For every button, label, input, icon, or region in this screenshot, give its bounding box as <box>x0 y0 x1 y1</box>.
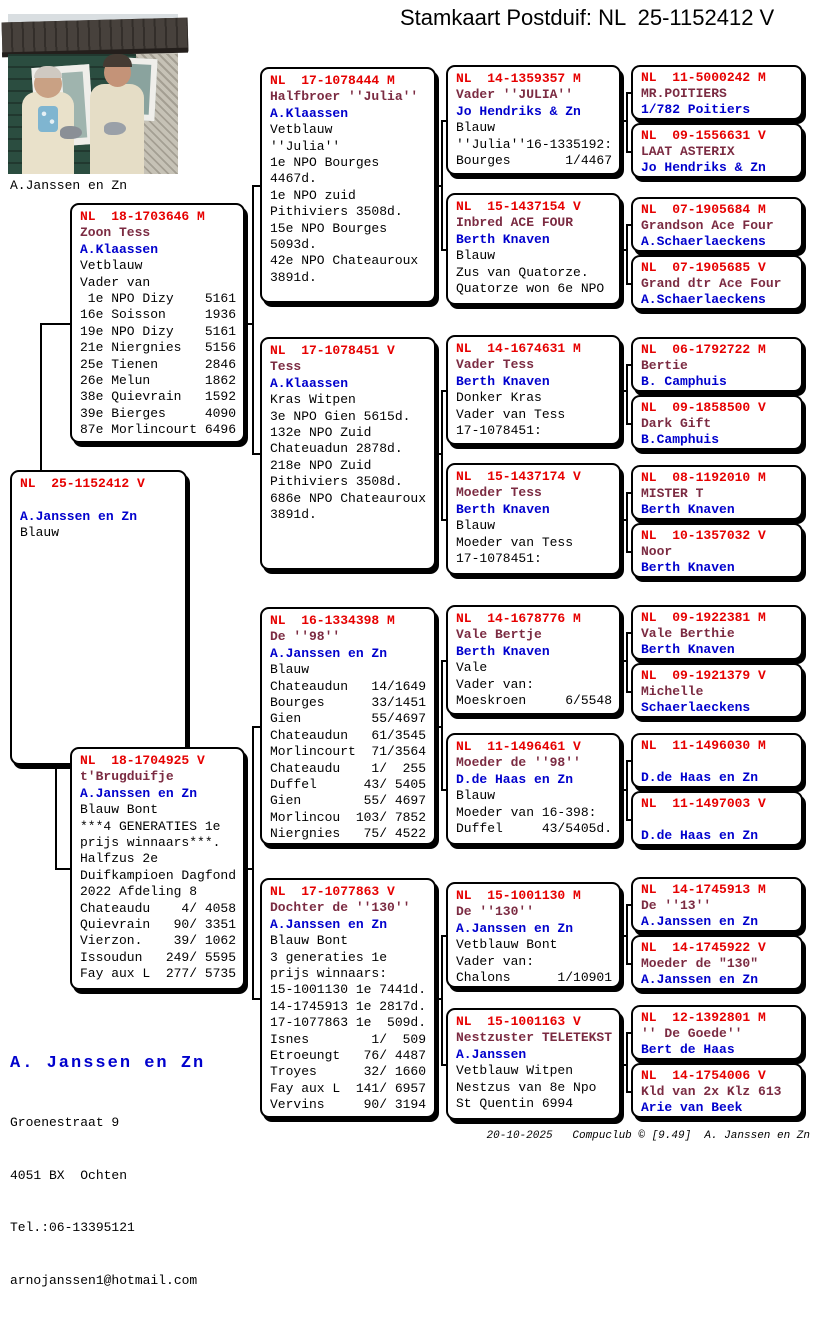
pedigree-line: Berth Knaven <box>456 373 550 389</box>
pedigree-line: Vierzon. 39/ 1062 <box>80 933 237 949</box>
ring-number-band: NL 09-1921379 V <box>641 668 766 683</box>
pedigree-line: 16e Soisson 1936 <box>80 307 237 323</box>
ring-number-band: NL 14-1359357 M <box>456 71 581 86</box>
pedigree-line: Blauw Bont <box>270 933 349 949</box>
pedigree-box-NL-17-1078451-V <box>260 337 436 570</box>
pedigree-line: Chateaudun 14/1649 <box>270 678 427 694</box>
ring-number-band: NL 06-1792722 M <box>641 342 766 357</box>
pedigree-connector-line <box>55 868 70 870</box>
pedigree-line: Donker Kras <box>456 390 542 406</box>
pedigree-line <box>20 492 179 508</box>
ring-number-band: NL 17-1077863 V <box>270 884 395 899</box>
pedigree-box-NL-11-1496030-M <box>631 733 803 788</box>
pedigree-line: Quievrain 90/ 3351 <box>80 917 237 933</box>
pedigree-line: A.Janssen en Zn <box>456 920 574 936</box>
pedigree-line: 26e Melun 1862 <box>80 373 237 389</box>
pedigree-line: Michelle <box>641 684 704 699</box>
pedigree-line: 39e Bierges 4090 <box>80 405 237 421</box>
pedigree-line: Gien 55/4697 <box>270 711 427 727</box>
pedigree-line: St Quentin 6994 <box>456 1096 574 1112</box>
pedigree-line: Blauw <box>20 525 60 541</box>
ring-number-band: NL 14-1674631 M <box>456 341 581 356</box>
pedigree-line: A.Janssen en Zn <box>641 972 759 987</box>
ring-number-band: NL 07-1905684 M <box>641 202 766 217</box>
pedigree-line: Kras Witpen <box>270 392 356 408</box>
ring-number-band: NL 08-1192010 M <box>641 470 766 485</box>
pedigree-connector-line <box>252 726 254 998</box>
pedigree-line: Isnes 1/ 509 <box>270 1031 427 1047</box>
pedigree-line: Chalons 1/10901 <box>456 970 613 986</box>
pedigree-connector-line <box>441 935 443 1064</box>
pedigree-line: LAAT ASTERIX <box>641 144 735 159</box>
pedigree-line: Berth Knaven <box>641 560 735 575</box>
pedigree-line: 15e NPO Bourges <box>270 220 388 236</box>
pedigree-line: Berth Knaven <box>456 643 550 659</box>
pedigree-line: Schaerlaeckens <box>641 700 751 715</box>
pedigree-line: A.Janssen en Zn <box>641 914 759 929</box>
pedigree-box-NL-06-1792722-M <box>631 337 803 392</box>
pedigree-line: Noor <box>641 544 673 559</box>
pedigree-line: Fay aux L 277/ 5735 <box>80 966 237 982</box>
ring-number-band: NL 15-1437154 V <box>456 199 581 214</box>
contact-city: 4051 BX Ochten <box>10 1167 128 1183</box>
pedigree-line: Zoon Tess <box>80 225 151 241</box>
contact-tel: Tel.:06-13395121 <box>10 1220 135 1235</box>
pedigree-line: Vale Bertje <box>456 627 542 643</box>
pedigree-line: Vetblauw Witpen <box>456 1063 574 1079</box>
pedigree-line: Chateaudun 61/3545 <box>270 727 427 743</box>
photo-person-left-shirt <box>38 106 58 132</box>
ring-number-band: NL 17-1078451 V <box>270 343 395 358</box>
pedigree-line: Blauw Bont <box>80 802 159 818</box>
pedigree-box-NL-14-1745922-V <box>631 935 803 990</box>
pedigree-line: D.de Haas en Zn <box>641 770 759 785</box>
pedigree-line: t'Brugduifje <box>80 769 174 785</box>
pedigree-line: Dark Gift <box>641 416 712 431</box>
pedigree-line: ***4 GENERATIES 1e <box>80 818 221 834</box>
pedigree-line: Jo Hendriks & Zn <box>641 160 766 175</box>
pedigree-box-NL-07-1905684-M <box>631 197 803 252</box>
pedigree-line: 3 generaties 1e <box>270 949 388 965</box>
pedigree-line: B.Camphuis <box>641 432 720 447</box>
pedigree-line: Etroeungt 76/ 4487 <box>270 1048 427 1064</box>
pedigree-box-NL-14-1745913-M <box>631 877 803 932</box>
pedigree-line: Pithiviers 3508d. <box>270 474 403 490</box>
pedigree-line: Moeder Tess <box>456 485 542 501</box>
pedigree-line: 87e Morlincourt 6496 <box>80 422 237 438</box>
ring-number-band: NL 15-1001163 V <box>456 1014 581 1029</box>
pedigree-line: ''Julia'' <box>270 138 341 154</box>
pedigree-box-NL-09-1858500-V <box>631 395 803 450</box>
pedigree-line: A.Klaassen <box>270 375 349 391</box>
pedigree-line: Issoudun 249/ 5595 <box>80 949 237 965</box>
ring-number-band: NL 15-1001130 M <box>456 888 581 903</box>
pedigree-line: Niergnies 75/ 4522 <box>270 826 427 842</box>
pedigree-line: 1/782 Poitiers <box>641 102 751 117</box>
pedigree-line: 17-1077863 1e 509d. <box>270 1015 427 1031</box>
ring-number-band: NL 16-1334398 M <box>270 613 395 628</box>
pedigree-connector-line <box>252 453 260 455</box>
pedigree-line: B. Camphuis <box>641 374 727 389</box>
ring-number-band: NL 25-1152412 V <box>20 476 145 491</box>
ring-number-band: NL 07-1905685 V <box>641 260 766 275</box>
pedigree-line: ''Julia''16-1335192: <box>456 136 613 152</box>
pedigree-connector-line <box>626 760 628 819</box>
pedigree-line: Vader ''JULIA'' <box>456 87 574 103</box>
pedigree-line: 2022 Afdeling 8 <box>80 884 198 900</box>
ring-number-band: NL 11-5000242 M <box>641 70 766 85</box>
pedigree-box-NL-14-1754006-V <box>631 1063 803 1118</box>
pedigree-line: De ''13'' <box>641 898 712 913</box>
pedigree-connector-line <box>252 185 254 453</box>
pedigree-line: Vader van: <box>456 676 535 692</box>
pedigree-line <box>641 812 795 828</box>
pedigree-line: A.Janssen en Zn <box>20 508 138 524</box>
pedigree-box-NL-09-1556631-V <box>631 123 803 178</box>
pedigree-line: Vale Berthie <box>641 626 735 641</box>
loft-photo <box>8 14 178 174</box>
pedigree-box-NL-09-1921379-V <box>631 663 803 718</box>
ring-number-band: NL 14-1745913 M <box>641 882 766 897</box>
pedigree-line: Vetblauw <box>80 258 143 274</box>
pigeon-icon <box>104 122 126 135</box>
pedigree-line: 1e NPO Bourges <box>270 155 380 171</box>
pedigree-line: A.Janssen en Zn <box>270 916 388 932</box>
pedigree-line: 1e NPO Dizy 5161 <box>80 291 237 307</box>
pedigree-line: Moeder van 16-398: <box>456 804 597 820</box>
pedigree-line: Grandson Ace Four <box>641 218 774 233</box>
pedigree-line: De ''130'' <box>456 904 535 920</box>
ring-number-band: NL 15-1437174 V <box>456 469 581 484</box>
pedigree-box-NL-08-1192010-M <box>631 465 803 520</box>
pedigree-box-NL-11-1496461-V <box>446 733 621 845</box>
pedigree-line: A.Janssen en Zn <box>80 785 198 801</box>
pedigree-connector-line <box>441 120 443 249</box>
pedigree-line: Moeder van Tess <box>456 534 574 550</box>
pedigree-box-NL-15-1437154-V <box>446 193 621 305</box>
pedigree-box-NL-16-1334398-M <box>260 607 436 845</box>
ring-number-band: NL 09-1556631 V <box>641 128 766 143</box>
pedigree-line: Blauw <box>456 248 496 264</box>
contact-street: Groenestraat 9 <box>10 1115 120 1130</box>
pedigree-line: 17-1078451: <box>456 423 542 439</box>
pedigree-line: Blauw <box>456 788 496 804</box>
pedigree-line: Pithiviers 3508d. <box>270 204 403 220</box>
pedigree-line: Blauw <box>456 518 496 534</box>
pedigree-line: Duffel 43/5405d. <box>456 821 613 837</box>
pedigree-line: Berth Knaven <box>456 501 550 517</box>
pedigree-line: 21e Niergnies 5156 <box>80 340 237 356</box>
pedigree-connector-line <box>40 323 42 470</box>
pedigree-box-NL-14-1359357-M <box>446 65 621 175</box>
ring-number-band: NL 09-1858500 V <box>641 400 766 415</box>
pedigree-line: Vervins 90/ 3194 <box>270 1097 427 1113</box>
pedigree-line: Dochter de ''130'' <box>270 900 411 916</box>
pedigree-line: A.Schaerlaeckens <box>641 292 766 307</box>
pedigree-line: Vale <box>456 660 488 676</box>
pedigree-connector-line <box>252 726 260 728</box>
ring-number-band: NL 17-1078444 M <box>270 73 395 88</box>
pigeon-icon <box>60 126 82 139</box>
pedigree-line: D.de Haas en Zn <box>641 828 759 843</box>
pedigree-box-NL-15-1437174-V <box>446 463 621 575</box>
pedigree-line: 38e Quievrain 1592 <box>80 389 237 405</box>
ring-number-band: NL 14-1754006 V <box>641 1068 766 1083</box>
pedigree-line: 25e Tienen 2846 <box>80 356 237 372</box>
pedigree-line: Quatorze won 6e NPO <box>456 281 605 297</box>
pedigree-box-NL-09-1922381-M <box>631 605 803 660</box>
pedigree-line: 3891d. <box>270 507 317 523</box>
pedigree-line: Berth Knaven <box>456 231 550 247</box>
pedigree-line: A.Janssen <box>456 1046 527 1062</box>
pedigree-line: A.Klaassen <box>270 105 349 121</box>
pedigree-line: 218e NPO Zuid <box>270 457 372 473</box>
pedigree-line: Morlincourt 71/3564 <box>270 744 427 760</box>
pedigree-line: Grand dtr Ace Four <box>641 276 782 291</box>
pedigree-connector-line <box>441 660 443 789</box>
pedigree-line: 5093d. <box>270 237 317 253</box>
pedigree-line: Halfzus 2e <box>80 851 159 867</box>
pedigree-line: 3e NPO Gien 5615d. <box>270 408 411 424</box>
ring-number-band: NL 18-1703646 M <box>80 209 205 224</box>
pedigree-line: Troyes 32/ 1660 <box>270 1064 427 1080</box>
pedigree-line: 19e NPO Dizy 5161 <box>80 323 237 339</box>
pedigree-box-NL-15-1001130-M <box>446 882 621 988</box>
pedigree-line: Vader van: <box>456 953 535 969</box>
pedigree-box-NL-25-1152412-V <box>10 470 187 765</box>
pedigree-line: Vader van <box>80 274 151 290</box>
pedigree-line: Bourges 33/1451 <box>270 695 427 711</box>
pedigree-box-NL-17-1077863-V <box>260 878 436 1118</box>
ring-number-band: NL 09-1922381 M <box>641 610 766 625</box>
pedigree-line: Blauw <box>270 662 310 678</box>
contact-email: arnojanssen1@hotmail.com <box>10 1272 198 1288</box>
pedigree-connector-line <box>252 998 260 1000</box>
pedigree-line: Bourges 1/4467 <box>456 153 613 169</box>
pedigree-line: Moeskroen 6/5548 <box>456 693 613 709</box>
pedigree-line: A.Schaerlaeckens <box>641 234 766 249</box>
pedigree-connector-line <box>55 765 57 868</box>
pedigree-line: Vader van Tess <box>456 406 566 422</box>
contact-block <box>10 1018 205 1325</box>
pedigree-connector-line <box>626 492 628 551</box>
pedigree-box-NL-07-1905685-V <box>631 255 803 310</box>
ring-number-band: NL 11-1496461 V <box>456 739 581 754</box>
ring-number-band: NL 14-1745922 V <box>641 940 766 955</box>
ring-number-band: NL 18-1704925 V <box>80 753 205 768</box>
pedigree-line: Arie van Beek <box>641 1100 743 1115</box>
pedigree-connector-line <box>626 224 628 283</box>
pedigree-line: Kld van 2x Klz 613 <box>641 1084 782 1099</box>
pedigree-line: Moeder de ''98'' <box>456 755 581 771</box>
pedigree-line: De ''98'' <box>270 629 341 645</box>
pedigree-line: Duifkampioen Dagfond <box>80 867 237 883</box>
pedigree-line: A.Klaassen <box>80 241 159 257</box>
pedigree-connector-line <box>626 904 628 963</box>
pedigree-line: Zus van Quatorze. <box>456 264 589 280</box>
pedigree-line: Berth Knaven <box>641 642 735 657</box>
pedigree-connector-line <box>626 92 628 151</box>
pedigree-line: prijs winnaars***. <box>80 835 221 851</box>
pedigree-connector-line <box>626 632 628 691</box>
pedigree-line: Blauw <box>456 120 496 136</box>
pedigree-connector-line <box>626 1032 628 1091</box>
pedigree-box-NL-14-1678776-M <box>446 605 621 715</box>
pedigree-line: Halfbroer ''Julia'' <box>270 89 419 105</box>
pedigree-box-NL-11-1497003-V <box>631 791 803 846</box>
pedigree-connector-line <box>245 868 252 870</box>
pedigree-line: Bertie <box>641 358 688 373</box>
pedigree-box-NL-11-5000242-M <box>631 65 803 120</box>
pedigree-line: Tess <box>270 359 302 375</box>
pedigree-box-NL-18-1703646-M <box>70 203 245 443</box>
pedigree-box-NL-15-1001163-V <box>446 1008 621 1120</box>
pedigree-line: Bert de Haas <box>641 1042 735 1057</box>
pedigree-connector-line <box>441 390 443 519</box>
page-title: Stamkaart Postduif: NL 25-1152412 V <box>400 5 775 30</box>
pedigree-line: 3891d. <box>270 269 317 285</box>
pedigree-line: prijs winnaars: <box>270 966 388 982</box>
pedigree-line: Nestzuster TELETEKST <box>456 1030 613 1046</box>
pedigree-line: Vetblauw <box>270 122 333 138</box>
pedigree-line: Duffel 43/ 5405 <box>270 777 427 793</box>
pedigree-box-NL-17-1078444-M <box>260 67 436 303</box>
photo-person-right-hair <box>103 54 132 67</box>
pedigree-line: D.de Haas en Zn <box>456 771 574 787</box>
pedigree-box-NL-10-1357032-V <box>631 523 803 578</box>
ring-number-band: NL 14-1678776 M <box>456 611 581 626</box>
pedigree-line: 15-1001130 1e 7441d. <box>270 982 427 998</box>
pedigree-line: 4467d. <box>270 171 317 187</box>
pedigree-line: Morlincou 103/ 7852 <box>270 809 427 825</box>
pedigree-line: Berth Knaven <box>641 502 735 517</box>
pedigree-line: Gien 55/ 4697 <box>270 793 427 809</box>
pedigree-line: Chateaudu 1/ 255 <box>270 760 427 776</box>
pedigree-box-NL-12-1392801-M <box>631 1005 803 1060</box>
pedigree-line: '' De Goede'' <box>641 1026 743 1041</box>
photo-caption: A.Janssen en Zn <box>10 178 128 193</box>
pedigree-line: 132e NPO Zuid <box>270 425 372 441</box>
pedigree-connector-line <box>626 364 628 423</box>
pedigree-line: 686e NPO Chateauroux <box>270 490 427 506</box>
pedigree-line <box>641 754 795 770</box>
pedigree-line: 1e NPO zuid <box>270 187 356 203</box>
ring-number-band: NL 12-1392801 M <box>641 1010 766 1025</box>
footer-credit: 20-10-2025 Compuclub © [9.49] A. Janssen en Zn <box>486 1130 810 1142</box>
pedigree-line: Chateaudu 4/ 4058 <box>80 900 237 916</box>
pedigree-line: Nestzus van 8e Npo <box>456 1079 597 1095</box>
pedigree-line: 42e NPO Chateauroux <box>270 253 419 269</box>
pedigree-line: 17-1078451: <box>456 551 542 567</box>
pedigree-line: Chateuadun 2878d. <box>270 441 403 457</box>
pedigree-line: MR.POITIERS <box>641 86 727 101</box>
ring-number-band: NL 10-1357032 V <box>641 528 766 543</box>
pedigree-line: Vetblauw Bont <box>456 937 558 953</box>
pedigree-line: Vader Tess <box>456 357 535 373</box>
pedigree-line: A.Janssen en Zn <box>270 645 388 661</box>
pedigree-connector-line <box>40 323 70 325</box>
pedigree-connector-line <box>245 323 252 325</box>
pedigree-line: Jo Hendriks & Zn <box>456 103 581 119</box>
pedigree-line: Fay aux L 141/ 6957 <box>270 1080 427 1096</box>
contact-name: A. Janssen en Zn <box>10 1054 206 1073</box>
ring-number-band: NL 11-1496030 M <box>641 738 766 753</box>
pedigree-line: 14-1745913 1e 2817d. <box>270 998 427 1014</box>
pedigree-box-NL-14-1674631-M <box>446 335 621 445</box>
ring-number-band: NL 11-1497003 V <box>641 796 766 811</box>
pedigree-line: Moeder de "130" <box>641 956 759 971</box>
pedigree-box-NL-18-1704925-V <box>70 747 245 990</box>
pedigree-line: MISTER T <box>641 486 704 501</box>
pedigree-line: Inbred ACE FOUR <box>456 215 574 231</box>
pedigree-connector-line <box>252 185 260 187</box>
